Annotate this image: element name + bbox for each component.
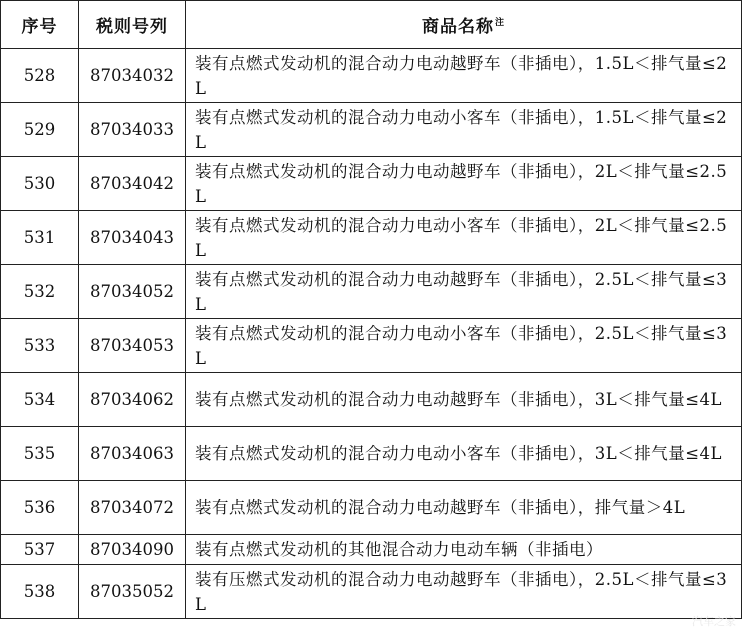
row-no: 536 bbox=[1, 481, 79, 535]
row-name: 装有点燃式发动机的混合动力电动小客车（非插电），1.5L＜排气量≤2L bbox=[186, 103, 742, 157]
header-name bbox=[186, 1, 742, 49]
row-code: 87034042 bbox=[79, 157, 186, 211]
row-no: 532 bbox=[1, 265, 79, 319]
row-name: 装有点燃式发动机的混合动力电动越野车（非插电），2L＜排气量≤2.5L bbox=[186, 157, 742, 211]
row-code: 87034053 bbox=[79, 319, 186, 373]
table-header-row bbox=[1, 1, 742, 49]
table-row bbox=[1, 427, 742, 481]
row-no: 533 bbox=[1, 319, 79, 373]
watermark: 汽车之家 bbox=[692, 615, 736, 628]
row-code: 87034063 bbox=[79, 427, 186, 481]
row-no: 537 bbox=[1, 535, 79, 565]
row-code: 87034033 bbox=[79, 103, 186, 157]
row-name: 装有点燃式发动机的混合动力电动越野车（非插电），排气量＞4L bbox=[186, 481, 742, 535]
header-no: 序号 bbox=[1, 1, 79, 49]
row-name: 装有点燃式发动机的混合动力电动越野车（非插电），3L＜排气量≤4L bbox=[186, 373, 742, 427]
row-name: 装有点燃式发动机的其他混合动力电动车辆（非插电） bbox=[186, 535, 742, 565]
table-row bbox=[1, 373, 742, 427]
table-row bbox=[1, 157, 742, 211]
row-no: 535 bbox=[1, 427, 79, 481]
row-name: 装有点燃式发动机的混合动力电动小客车（非插电），3L＜排气量≤4L bbox=[186, 427, 742, 481]
row-no: 528 bbox=[1, 49, 79, 103]
row-name: 装有点燃式发动机的混合动力电动越野车（非插电），2.5L＜排气量≤3L bbox=[186, 265, 742, 319]
row-no: 529 bbox=[1, 103, 79, 157]
table-row bbox=[1, 319, 742, 373]
header-name-note: 注 bbox=[494, 18, 505, 29]
row-code: 87034032 bbox=[79, 49, 186, 103]
row-code: 87035052 bbox=[79, 565, 186, 619]
table-row bbox=[1, 535, 742, 565]
row-no: 531 bbox=[1, 211, 79, 265]
table-row bbox=[1, 565, 742, 619]
header-code: 税则号列 bbox=[79, 1, 186, 49]
row-code: 87034043 bbox=[79, 211, 186, 265]
table-row bbox=[1, 481, 742, 535]
row-name: 装有压燃式发动机的混合动力电动越野车（非插电），2.5L＜排气量≤3L bbox=[186, 565, 742, 619]
row-no: 534 bbox=[1, 373, 79, 427]
row-name: 装有点燃式发动机的混合动力电动小客车（非插电），2L＜排气量≤2.5L bbox=[186, 211, 742, 265]
row-code: 87034090 bbox=[79, 535, 186, 565]
table-row bbox=[1, 211, 742, 265]
table-row bbox=[1, 265, 742, 319]
row-name: 装有点燃式发动机的混合动力电动小客车（非插电），2.5L＜排气量≤3L bbox=[186, 319, 742, 373]
table-row bbox=[1, 103, 742, 157]
row-no: 530 bbox=[1, 157, 79, 211]
row-name: 装有点燃式发动机的混合动力电动越野车（非插电），1.5L＜排气量≤2L bbox=[186, 49, 742, 103]
row-code: 87034052 bbox=[79, 265, 186, 319]
row-no: 538 bbox=[1, 565, 79, 619]
row-code: 87034062 bbox=[79, 373, 186, 427]
header-name-label: 商品名称 bbox=[421, 17, 494, 37]
row-code: 87034072 bbox=[79, 481, 186, 535]
table-row bbox=[1, 49, 742, 103]
